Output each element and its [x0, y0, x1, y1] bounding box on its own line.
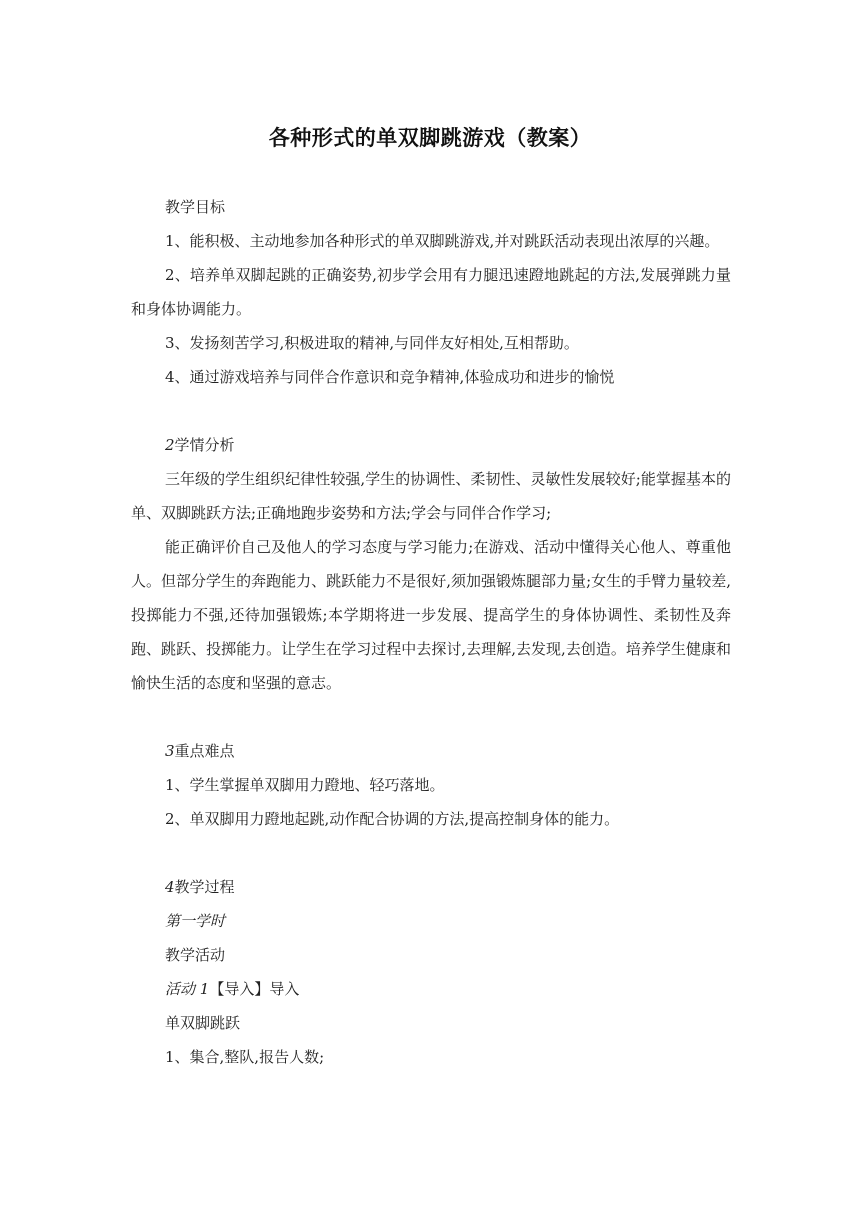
activity-title: 【导入】导入 — [209, 980, 300, 998]
section-gap — [131, 700, 731, 734]
key-point-item-1: 1、学生掌握单双脚用力蹬地、轻巧落地。 — [165, 776, 445, 794]
key-points-heading-number: 3 — [165, 742, 175, 760]
key-points-heading-text: 重点难点 — [174, 742, 235, 760]
analysis-paragraph-2: 能正确评价自己及他人的学习态度与学习能力;在游戏、活动中懂得关心他人、尊重他人。但部分学生的奔跑能力、跳跃能力不是很好,须加强锻炼腿部力量;女生的手臂力量较差,投掷能力不强,还待加强锻炼;本学期将进一步发展、提高学生的身体协调性、柔韧性及奔跑、跳跃、投掷能力。让学生在学习过程中去探讨,去理解,去发现,去创造。培养学生健康和愉快生活的态度和坚强的意志。 — [131, 538, 731, 692]
objective-item-3: 3、发扬刻苦学习,积极进取的精神,与同伴友好相处,互相帮助。 — [165, 334, 579, 352]
document-title: 各种形式的单双脚跳游戏（教案） — [268, 126, 592, 150]
section-gap — [131, 394, 731, 428]
process-heading-number: 4 — [165, 878, 175, 896]
objective-item-4: 4、通过游戏培养与同伴合作意识和竞争精神,体验成功和进步的愉悦 — [165, 368, 615, 386]
activities-heading: 教学活动 — [165, 946, 226, 964]
objective-item-2: 2、培养单双脚起跳的正确姿势,初步学会用有力腿迅速蹬地跳起的方法,发展弹跳力量和身体协调能力。 — [131, 266, 731, 318]
analysis-heading-text: 学情分析 — [174, 436, 235, 454]
activity-step-1: 1、集合,整队,报告人数; — [165, 1048, 325, 1066]
analysis-heading — [131, 428, 731, 462]
objectives-heading: 教学目标 — [165, 198, 226, 216]
analysis-paragraph-1: 三年级的学生组织纪律性较强,学生的协调性、柔韧性、灵敏性发展较好;能掌握基本的单、双脚跳跃方法;正确地跑步姿势和方法;学会与同伴合作学习; — [131, 470, 731, 522]
analysis-heading-number: 2 — [165, 436, 175, 454]
document-body — [131, 190, 731, 1074]
key-points-heading — [131, 734, 731, 768]
objective-item-1: 1、能积极、主动地参加各种形式的单双脚跳游戏,并对跳跃活动表现出浓厚的兴趣。 — [165, 232, 720, 250]
process-heading-text: 教学过程 — [174, 878, 235, 896]
process-heading — [131, 870, 731, 904]
activity-heading — [131, 972, 731, 1006]
activity-topic: 单双脚跳跃 — [165, 1014, 241, 1032]
activity-prefix: 活动 1 — [165, 980, 210, 998]
section-gap — [131, 836, 731, 870]
lesson-label: 第一学时 — [165, 912, 226, 930]
key-point-item-2: 2、单双脚用力蹬地起跳,动作配合协调的方法,提高控制身体的能力。 — [165, 810, 620, 828]
